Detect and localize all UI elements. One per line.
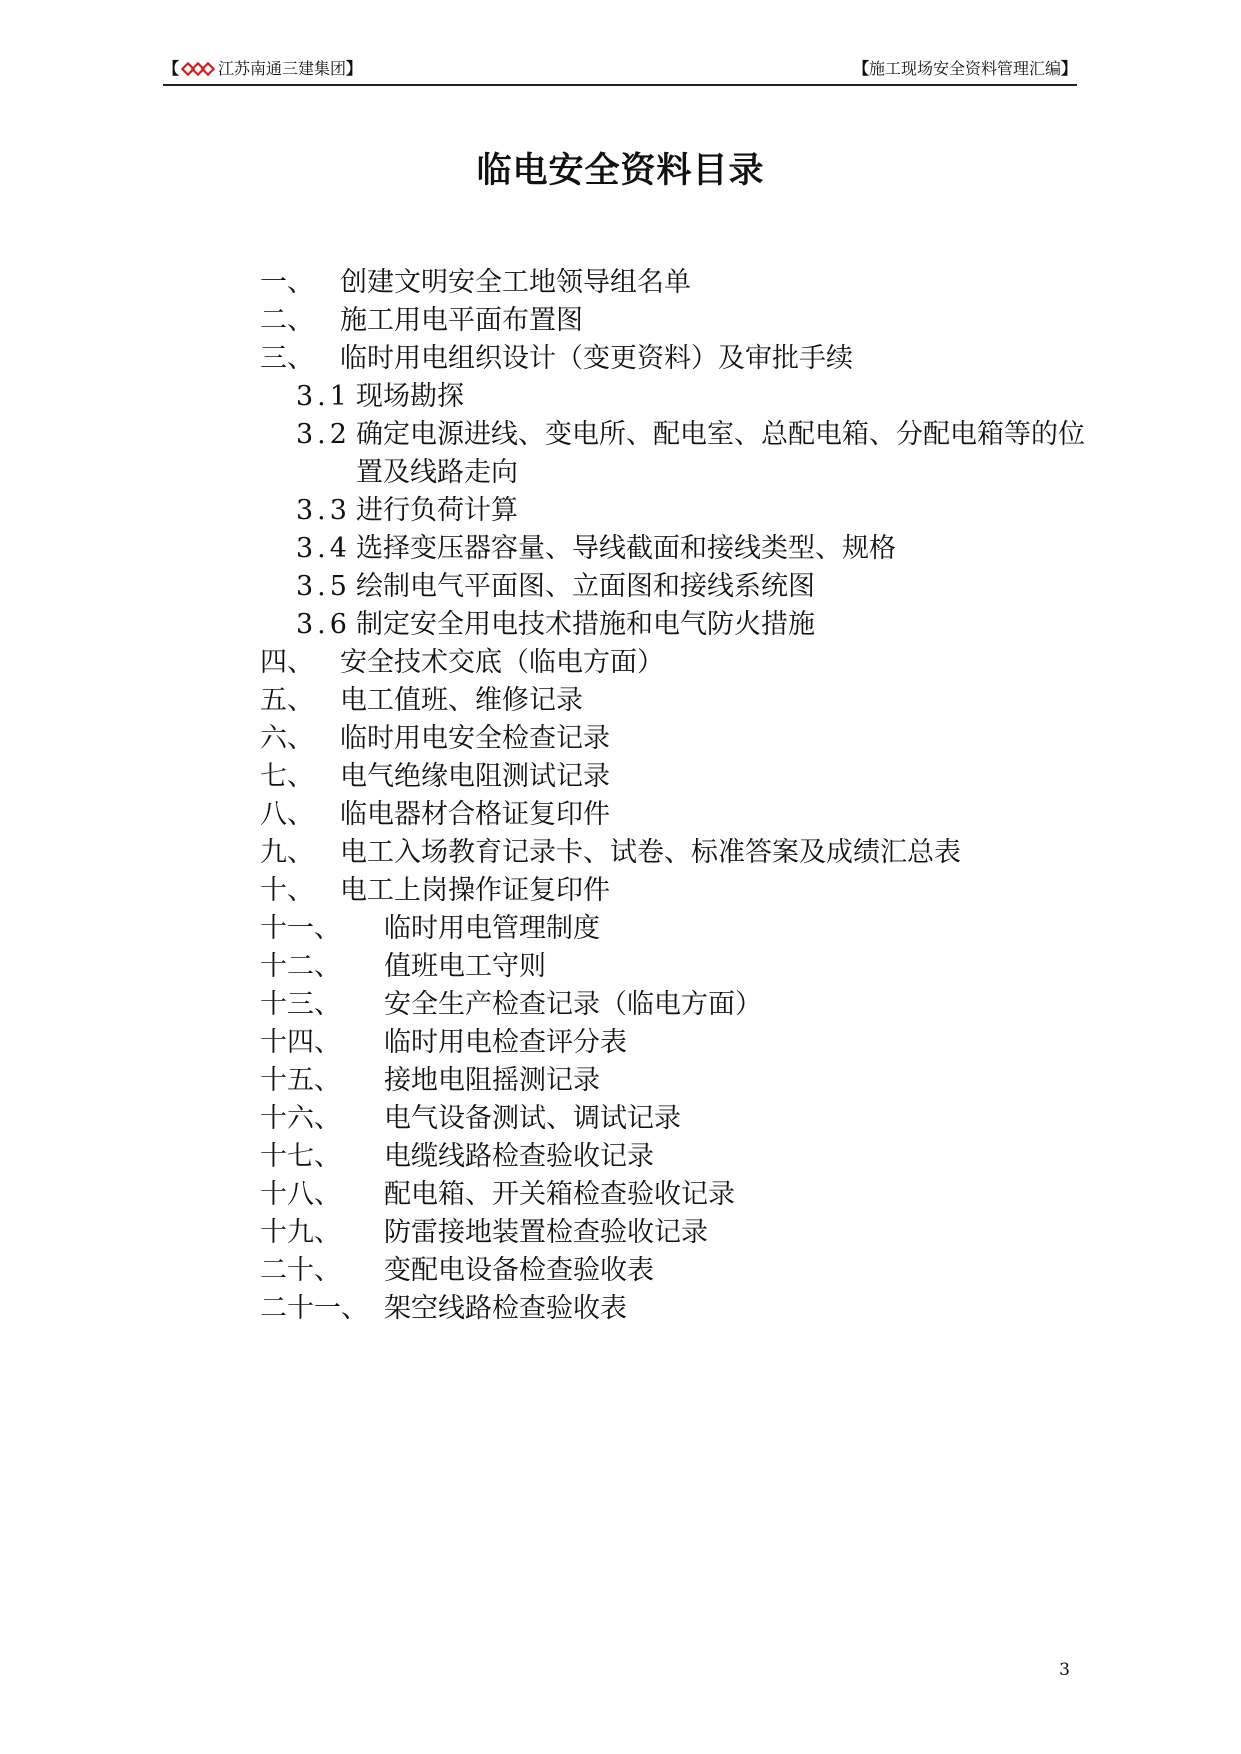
header-bracket-close: 】 xyxy=(346,59,363,78)
toc-item xyxy=(260,910,1090,948)
toc-item-text: 电气绝缘电阻测试记录 xyxy=(340,761,610,792)
toc-item xyxy=(260,682,1090,720)
toc-item-text: 配电箱、开关箱检查验收记录 xyxy=(384,1179,735,1210)
toc-subitem-text: 选择变压器容量、导线截面和接线类型、规格 xyxy=(356,533,896,564)
toc-item-number: 二、 xyxy=(260,305,314,336)
toc-item xyxy=(260,1062,1090,1100)
toc-item-text: 防雷接地装置检查验收记录 xyxy=(384,1217,708,1248)
toc-item xyxy=(260,720,1090,758)
toc-item-text: 电缆线路检查验收记录 xyxy=(384,1141,654,1172)
toc-item xyxy=(260,758,1090,796)
toc-subitem-number: 3.5 xyxy=(296,571,351,602)
toc-item-number: 二十一、 xyxy=(260,1293,368,1324)
toc-item-number: 一、 xyxy=(260,267,314,298)
toc-item-number: 三、 xyxy=(260,343,314,374)
toc-item xyxy=(260,1100,1090,1138)
toc-item xyxy=(260,1214,1090,1252)
toc-subitem-text: 制定安全用电技术措施和电气防火措施 xyxy=(356,609,815,640)
toc-item-text: 变配电设备检查验收表 xyxy=(384,1255,654,1286)
toc-item-text: 临时用电检查评分表 xyxy=(384,1027,627,1058)
page-number: 3 xyxy=(1059,1660,1070,1680)
toc-item-number: 四、 xyxy=(260,647,314,678)
toc-item xyxy=(260,644,1090,682)
toc-item xyxy=(260,1176,1090,1214)
toc-item-number: 十八、 xyxy=(260,1179,341,1210)
toc-subitem-number: 3.4 xyxy=(296,533,351,564)
header-company-name: 江苏南通三建集团 xyxy=(218,59,347,78)
toc-item xyxy=(260,1024,1090,1062)
toc-item-text: 架空线路检查验收表 xyxy=(384,1293,627,1324)
toc-item-text: 电工值班、维修记录 xyxy=(340,685,583,716)
toc-item-number: 十三、 xyxy=(260,989,341,1020)
toc-item xyxy=(260,264,1090,302)
toc-subitem-number: 3.1 xyxy=(296,381,351,412)
toc-item-number: 二十、 xyxy=(260,1255,341,1286)
toc-item-text: 值班电工守则 xyxy=(384,951,546,982)
toc-item-number: 十四、 xyxy=(260,1027,341,1058)
toc-subitem-text: 进行负荷计算 xyxy=(356,495,518,526)
toc-item xyxy=(260,796,1090,834)
header-series-bracket-open: 【 xyxy=(852,59,869,78)
toc-item-number: 七、 xyxy=(260,761,314,792)
toc-subitem xyxy=(260,492,1090,530)
toc-item xyxy=(260,1252,1090,1290)
toc-item-text: 创建文明安全工地领导组名单 xyxy=(340,267,691,298)
toc-item-text: 安全技术交底（临电方面） xyxy=(340,647,664,678)
toc-item-text: 电气设备测试、调试记录 xyxy=(384,1103,681,1134)
page-title: 临电安全资料目录 xyxy=(476,151,765,191)
toc-item-text: 安全生产检查记录（临电方面） xyxy=(384,989,762,1020)
toc-item xyxy=(260,986,1090,1024)
toc-item-number: 十六、 xyxy=(260,1103,341,1134)
page-header xyxy=(163,56,1077,86)
toc-item xyxy=(260,834,1090,872)
header-series-name: 施工现场安全资料管理汇编 xyxy=(868,59,1061,78)
toc-item xyxy=(260,948,1090,986)
toc-item-number: 八、 xyxy=(260,799,314,830)
toc-item-text: 临时用电管理制度 xyxy=(384,913,600,944)
toc-item xyxy=(260,1138,1090,1176)
toc-subitem-number: 3.6 xyxy=(296,609,351,640)
toc-subitem-number: 3.2 xyxy=(296,419,351,450)
header-series-bracket-close: 】 xyxy=(1060,59,1077,78)
header-bracket-open: 【 xyxy=(163,59,180,78)
toc-item-number: 五、 xyxy=(260,685,314,716)
toc-item xyxy=(260,302,1090,340)
toc-item-number: 十二、 xyxy=(260,951,341,982)
toc-item xyxy=(260,340,1090,378)
header-series xyxy=(853,56,1077,82)
toc-item xyxy=(260,1290,1090,1328)
toc-subitem xyxy=(260,416,1090,492)
toc-item-number: 十、 xyxy=(260,875,314,906)
toc-item-text: 临电器材合格证复印件 xyxy=(340,799,610,830)
toc-item xyxy=(260,872,1090,910)
toc-subitem-text: 确定电源进线、变电所、配电室、总配电箱、分配电箱等的位置及线路走向 xyxy=(356,419,1085,488)
toc-item-number: 十七、 xyxy=(260,1141,341,1172)
toc-item-text: 临时用电组织设计（变更资料）及审批手续 xyxy=(340,343,853,374)
toc-item-number: 十五、 xyxy=(260,1065,341,1096)
company-logo-icon xyxy=(181,62,215,76)
toc-subitem xyxy=(260,530,1090,568)
toc-item-text: 临时用电安全检查记录 xyxy=(340,723,610,754)
toc-item-number: 九、 xyxy=(260,837,314,868)
toc-subitem-number: 3.3 xyxy=(296,495,351,526)
toc-item-number: 六、 xyxy=(260,723,314,754)
table-of-contents xyxy=(260,264,1090,1328)
toc-item-number: 十九、 xyxy=(260,1217,341,1248)
toc-item-number: 十一、 xyxy=(260,913,341,944)
toc-subitem xyxy=(260,568,1090,606)
toc-item-text: 电工入场教育记录卡、试卷、标准答案及成绩汇总表 xyxy=(340,837,961,868)
toc-subitem xyxy=(260,606,1090,644)
header-company xyxy=(163,56,362,82)
toc-item-text: 施工用电平面布置图 xyxy=(340,305,583,336)
toc-item-text: 接地电阻摇测记录 xyxy=(384,1065,600,1096)
toc-subitem-text: 绘制电气平面图、立面图和接线系统图 xyxy=(356,571,815,602)
toc-item-text: 电工上岗操作证复印件 xyxy=(340,875,610,906)
toc-subitem xyxy=(260,378,1090,416)
toc-subitem-text: 现场勘探 xyxy=(356,381,464,412)
